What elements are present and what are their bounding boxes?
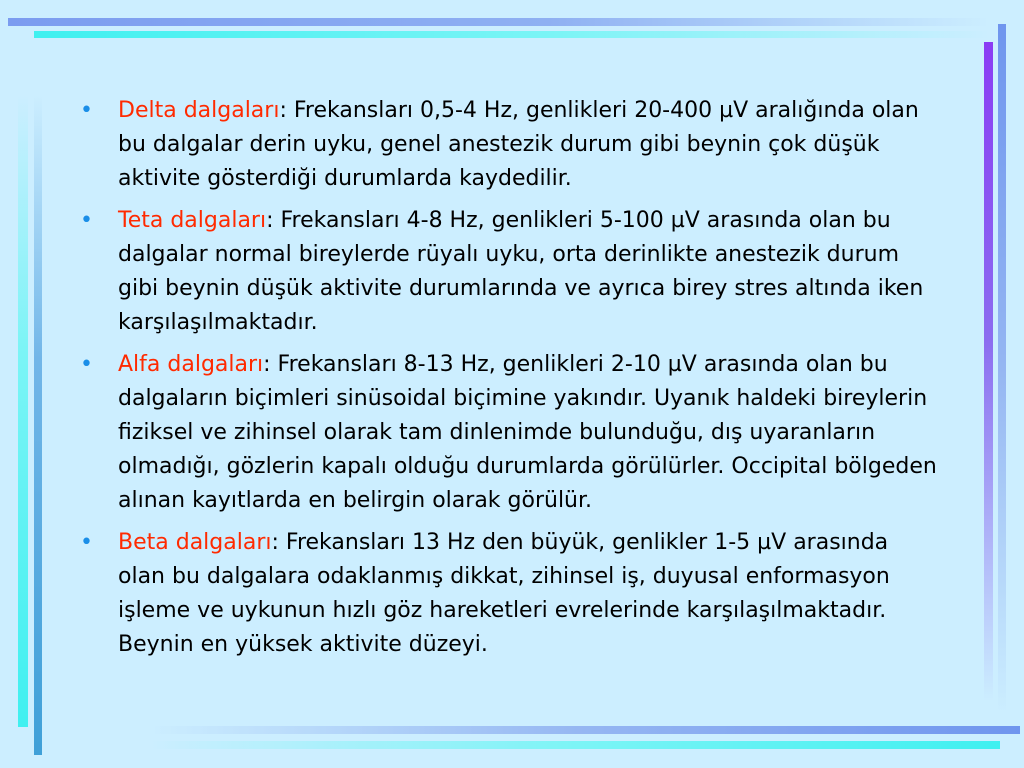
list-item-beta (80, 526, 940, 662)
bottom-blue-bar (150, 726, 1020, 734)
bullet-icon: • (80, 208, 93, 233)
item-term: Beta dalgaları (118, 530, 272, 555)
bullet-icon: • (80, 98, 93, 123)
bullet-icon: • (80, 530, 93, 555)
item-text: : Frekansları 13 Hz den büyük, genlikler 1-5 µV arasında olan bu dalgalara odaklanmış dikkat, zihinsel iş, duyusal enformasyon işleme ve uykunun hızlı göz hareketleri evrelerinde karşılaşılmaktadır. Beynin en yüksek aktivite düzeyi. (118, 530, 890, 657)
top-cyan-bar (34, 31, 990, 38)
top-blue-bar (8, 18, 990, 26)
item-text: : Frekansları 4-8 Hz, genlikleri 5-100 µV arasında olan bu dalgalar normal bireylerde rüyalı uyku, orta derinlikte anestezik durum gibi beynin düşük aktivite durumlarında ve ayrıca birey stres altında iken karşılaşılmaktadır. (118, 208, 924, 335)
bottom-cyan-bar (150, 741, 1000, 749)
left-cyan-bar (18, 95, 28, 727)
item-term: Delta dalgaları (118, 98, 280, 123)
item-term: Alfa dalgaları (118, 352, 264, 377)
right-purple-bar (984, 42, 993, 702)
item-text: : Frekansları 0,5-4 Hz, genlikleri 20-400 µV aralığında olan bu dalgalar derin uyku, genel anestezik durum gibi beynin çok düşük aktivite gösterdiği durumlarda kaydedilir. (118, 98, 919, 191)
left-blue-bar (34, 95, 42, 755)
right-blue-bar (998, 24, 1006, 714)
item-text: : Frekansları 8-13 Hz, genlikleri 2-10 µV arasında olan bu dalgaların biçimleri sinüsoidal biçimine yakındır. Uyanık haldeki bireylerin fiziksel ve zihinsel olarak tam dinlenimde bulunduğu, dış uyaranların olmadığı, gözlerin kapalı olduğu durumlarda görülürler. Occipital bölgeden alınan kayıtlarda en belirgin olarak görülür. (118, 352, 937, 513)
list-item-teta (80, 204, 940, 340)
item-term: Teta dalgaları (118, 208, 267, 233)
bullet-icon: • (80, 352, 93, 377)
list-item-alfa (80, 348, 940, 518)
list-item-delta (80, 94, 940, 196)
bullet-list (80, 94, 940, 670)
